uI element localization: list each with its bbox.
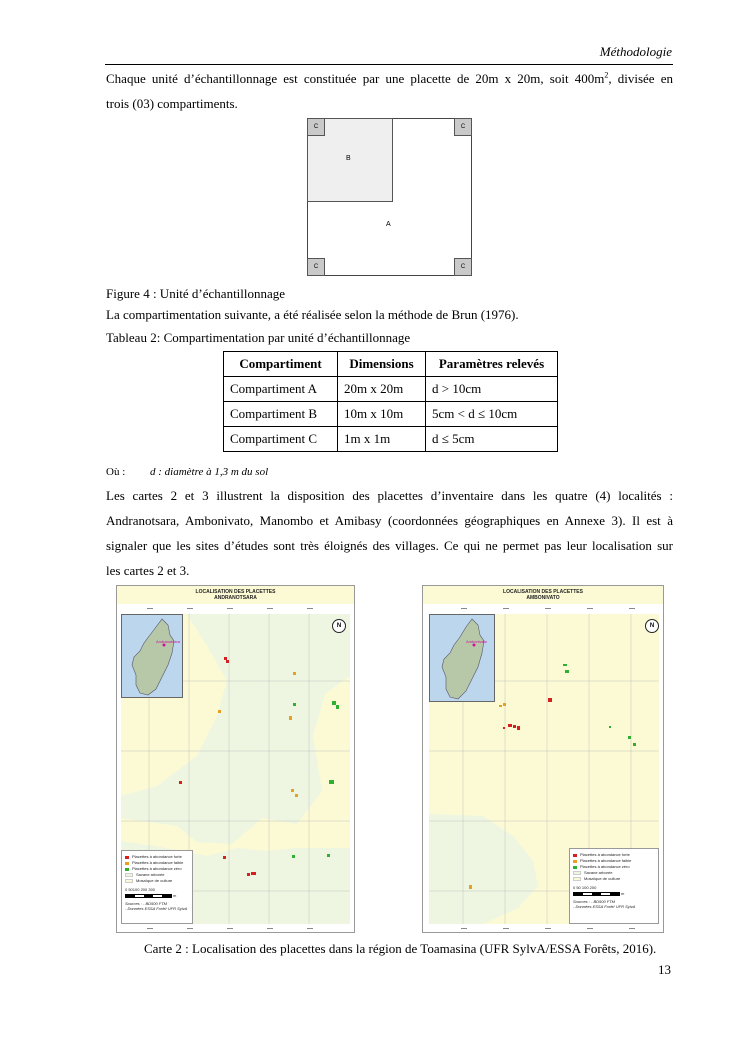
plot-marker-strong (226, 660, 229, 663)
legend-label: Mosaïque de culture (136, 878, 173, 883)
tick-mark (461, 928, 467, 929)
scale-unit: m (621, 891, 625, 896)
table-cell: Compartiment C (224, 427, 338, 452)
compartment-c-bottom-right: C (454, 258, 472, 276)
plot-marker-zero (336, 705, 339, 709)
inset-location-label: Ambonivato (466, 639, 488, 644)
intro-text-b: , divisée en (608, 71, 674, 86)
legend-swatch-mosaic (125, 879, 133, 883)
intro-paragraph (106, 66, 673, 116)
maps-line-1: Les cartes 2 et 3 illustrent la disposition des placettes d’inventaire dans les quatre (4) localités : (106, 488, 673, 503)
plot-marker-zero (563, 664, 567, 666)
map-sources (573, 899, 655, 909)
maps-paragraph (106, 483, 673, 583)
plot-marker-zero (633, 743, 636, 746)
plot-marker-weak (293, 672, 296, 675)
plot-marker-zero (628, 736, 631, 739)
table-header-cell: Paramètres relevés (426, 352, 558, 377)
compartment-b-label: B (346, 155, 351, 162)
legend-swatch-weak (125, 862, 129, 865)
plot-marker-strong (517, 726, 520, 730)
map-frame-right (659, 604, 664, 933)
plot-marker-weak (499, 705, 502, 707)
tick-mark (267, 928, 273, 929)
table-cell: Compartiment A (224, 377, 338, 402)
compartment-a-label: A (386, 221, 391, 228)
table-cell: 10m x 10m (338, 402, 426, 427)
map-legend (569, 848, 659, 924)
north-arrow-icon: N (645, 619, 659, 633)
plot-marker-weak (295, 794, 298, 797)
plot-marker-zero (329, 780, 334, 784)
compartment-c-top-right: C (454, 118, 472, 136)
legend-swatch-zero (125, 868, 129, 871)
plot-marker-zero (293, 703, 296, 706)
legend-swatch-weak (573, 860, 577, 863)
plot-marker-strong (513, 725, 516, 728)
sources-line-2: - Données ESSA Forêt/ UFR SylvA (573, 904, 636, 909)
plot-marker-strong (179, 781, 182, 784)
table-cell: 20m x 20m (338, 377, 426, 402)
plot-marker-zero (332, 701, 336, 705)
intro-superscript: 2 (604, 70, 609, 80)
running-header: Méthodologie (599, 44, 672, 59)
plot-marker-strong (503, 727, 505, 729)
map-savanna-zone (429, 814, 538, 924)
legend-label: Savane arborée (584, 870, 613, 875)
legend-swatch-zero (573, 866, 577, 869)
map-ambonivato (422, 585, 664, 933)
tick-mark (629, 928, 635, 929)
scale-bar (125, 893, 189, 899)
plot-marker-strong (548, 698, 552, 702)
madagascar-island (442, 619, 484, 699)
madagascar-inset (429, 614, 495, 702)
tick-mark (307, 928, 313, 929)
tick-mark (587, 928, 593, 929)
legend-label: Savane arborée (136, 872, 165, 877)
tick-mark (629, 608, 635, 609)
maps-line-3: signaler que les sites d’études sont très éloignés des villages. Ce qui ne permet pas leur localisation sur (106, 538, 673, 553)
legend-swatch-mosaic (573, 877, 581, 881)
legend-label: Placettes à abondance forte (580, 852, 630, 857)
map-frame-bottom (423, 924, 664, 933)
plot-marker-weak (291, 789, 294, 792)
sources-line-1: Sources : - BD500 FTM (573, 899, 616, 904)
tick-mark (545, 928, 551, 929)
maps-line-4: les cartes 2 et 3. (106, 563, 190, 578)
scale-values: 0 50 100 200 (573, 885, 597, 890)
tick-mark (147, 928, 153, 929)
intro-text-a: Chaque unité d’échantillonnage est constituée par une placette de 20m x 20m, soit 400m (106, 71, 605, 86)
plot-marker-zero (327, 854, 330, 857)
table-cell: 5cm < d ≤ 10cm (426, 402, 558, 427)
plot-marker-weak (289, 716, 292, 720)
plot-marker-strong (223, 856, 226, 859)
madagascar-inset-canvas (430, 615, 496, 703)
madagascar-inset-canvas (122, 615, 184, 699)
tick-mark (503, 928, 509, 929)
tick-mark (227, 928, 233, 929)
sources-line-2: - Données ESSA Forêt/ UFR SylvA (125, 906, 188, 911)
tick-mark (187, 608, 193, 609)
compartment-method-text: La compartimentation suivante, a été réalisée selon la méthode de Brun (1976). (106, 307, 519, 322)
plot-marker-strong (224, 657, 227, 660)
table-header-cell: Compartiment (224, 352, 338, 377)
legend-item (125, 878, 189, 884)
sources-line-1: Sources : - BD500 FTM (125, 901, 168, 906)
scale-bar-graphic (125, 894, 172, 898)
legend-label: Mosaïque de culture (584, 876, 621, 881)
plot-marker-strong (251, 872, 256, 875)
plot-marker-zero (565, 670, 569, 673)
tick-mark (227, 608, 233, 609)
legend-swatch-savanna (125, 873, 133, 877)
legend-label: Placettes à abondance forte (132, 854, 182, 859)
scale-values: 0 50100 200 300 (125, 887, 156, 892)
north-arrow-icon: N (332, 619, 346, 633)
map-title-line-1: LOCALISATION DES PLACETTES (195, 589, 276, 595)
plots-zero (563, 664, 636, 746)
header-rule (105, 64, 673, 65)
table-2-title: Tableau 2: Compartimentation par unité d’échantillonnage (106, 330, 411, 345)
table-header-row (224, 352, 558, 377)
intro-line-2: trois (03) compartiments. (106, 96, 238, 111)
table-cell: d ≤ 5cm (426, 427, 558, 452)
carte-2-caption: Carte 2 : Localisation des placettes dans la région de Toamasina (UFR SylvA/ESSA Forêts, 2016). (144, 941, 657, 956)
legend-label: Placettes à abondance zéro (580, 864, 630, 869)
map-frame-right (350, 604, 355, 933)
legend-swatch-strong (573, 854, 577, 857)
tick-mark (187, 928, 193, 929)
plot-marker-zero (292, 855, 295, 858)
plot-marker-weak (218, 710, 221, 713)
map-title-line-2: AMBONIVATO (526, 595, 560, 601)
tick-mark (147, 608, 153, 609)
tick-mark (307, 608, 313, 609)
table-row (224, 377, 558, 402)
scale-unit: m (173, 893, 177, 898)
legend-swatch-strong (125, 856, 129, 859)
plot-marker-weak (469, 885, 472, 889)
scale-bar-graphic (573, 892, 620, 896)
tick-mark (545, 608, 551, 609)
tick-mark (461, 608, 467, 609)
table-header-cell: Dimensions (338, 352, 426, 377)
compartment-c-top-left: C (307, 118, 325, 136)
madagascar-inset (121, 614, 183, 698)
legend-label: Placettes à abondance faible (580, 858, 632, 863)
map-title-line-2: ANDRANOTSARA (214, 595, 257, 601)
page-number: 13 (658, 962, 671, 977)
madagascar-island (132, 619, 174, 695)
tick-mark (503, 608, 509, 609)
legend-swatch-savanna (573, 871, 581, 875)
legend-label: Placettes à abondance faible (132, 860, 184, 865)
plot-marker-zero (609, 726, 611, 728)
plot-marker-strong (247, 873, 250, 876)
plots-strong (503, 698, 552, 730)
tick-mark (587, 608, 593, 609)
map-title-line-1: LOCALISATION DES PLACETTES (503, 589, 583, 595)
table-cell: 1m x 1m (338, 427, 426, 452)
compartment-c-bottom-left: C (307, 258, 325, 276)
table-cell: Compartiment B (224, 402, 338, 427)
note-prefix: Où : (106, 466, 126, 478)
map-frame-top (423, 604, 664, 614)
maps-line-2: Andranotsara, Ambonivato, Manombo et Amibasy (coordonnées géographiques en Annexe 3). Il est à (106, 513, 673, 528)
note-text: d : diamètre à 1,3 m du sol (150, 466, 269, 478)
table-row (224, 402, 558, 427)
map-sources (125, 901, 189, 911)
intro-line-1 (106, 66, 673, 91)
plot-marker-strong (508, 724, 512, 727)
inset-location-label: Andranotsara (156, 639, 181, 644)
scale-bar (573, 891, 655, 897)
tick-mark (267, 608, 273, 609)
legend-label: Placettes à abondance zéro (132, 866, 182, 871)
map-andranotsara (116, 585, 355, 933)
map-legend (121, 850, 193, 924)
figure-4-caption: Figure 4 : Unité d’échantillonnage (106, 286, 286, 301)
table-cell: d > 10cm (426, 377, 558, 402)
compartment-table (223, 351, 558, 452)
plot-marker-weak (503, 703, 506, 706)
table-row (224, 427, 558, 452)
legend-item (573, 876, 655, 882)
